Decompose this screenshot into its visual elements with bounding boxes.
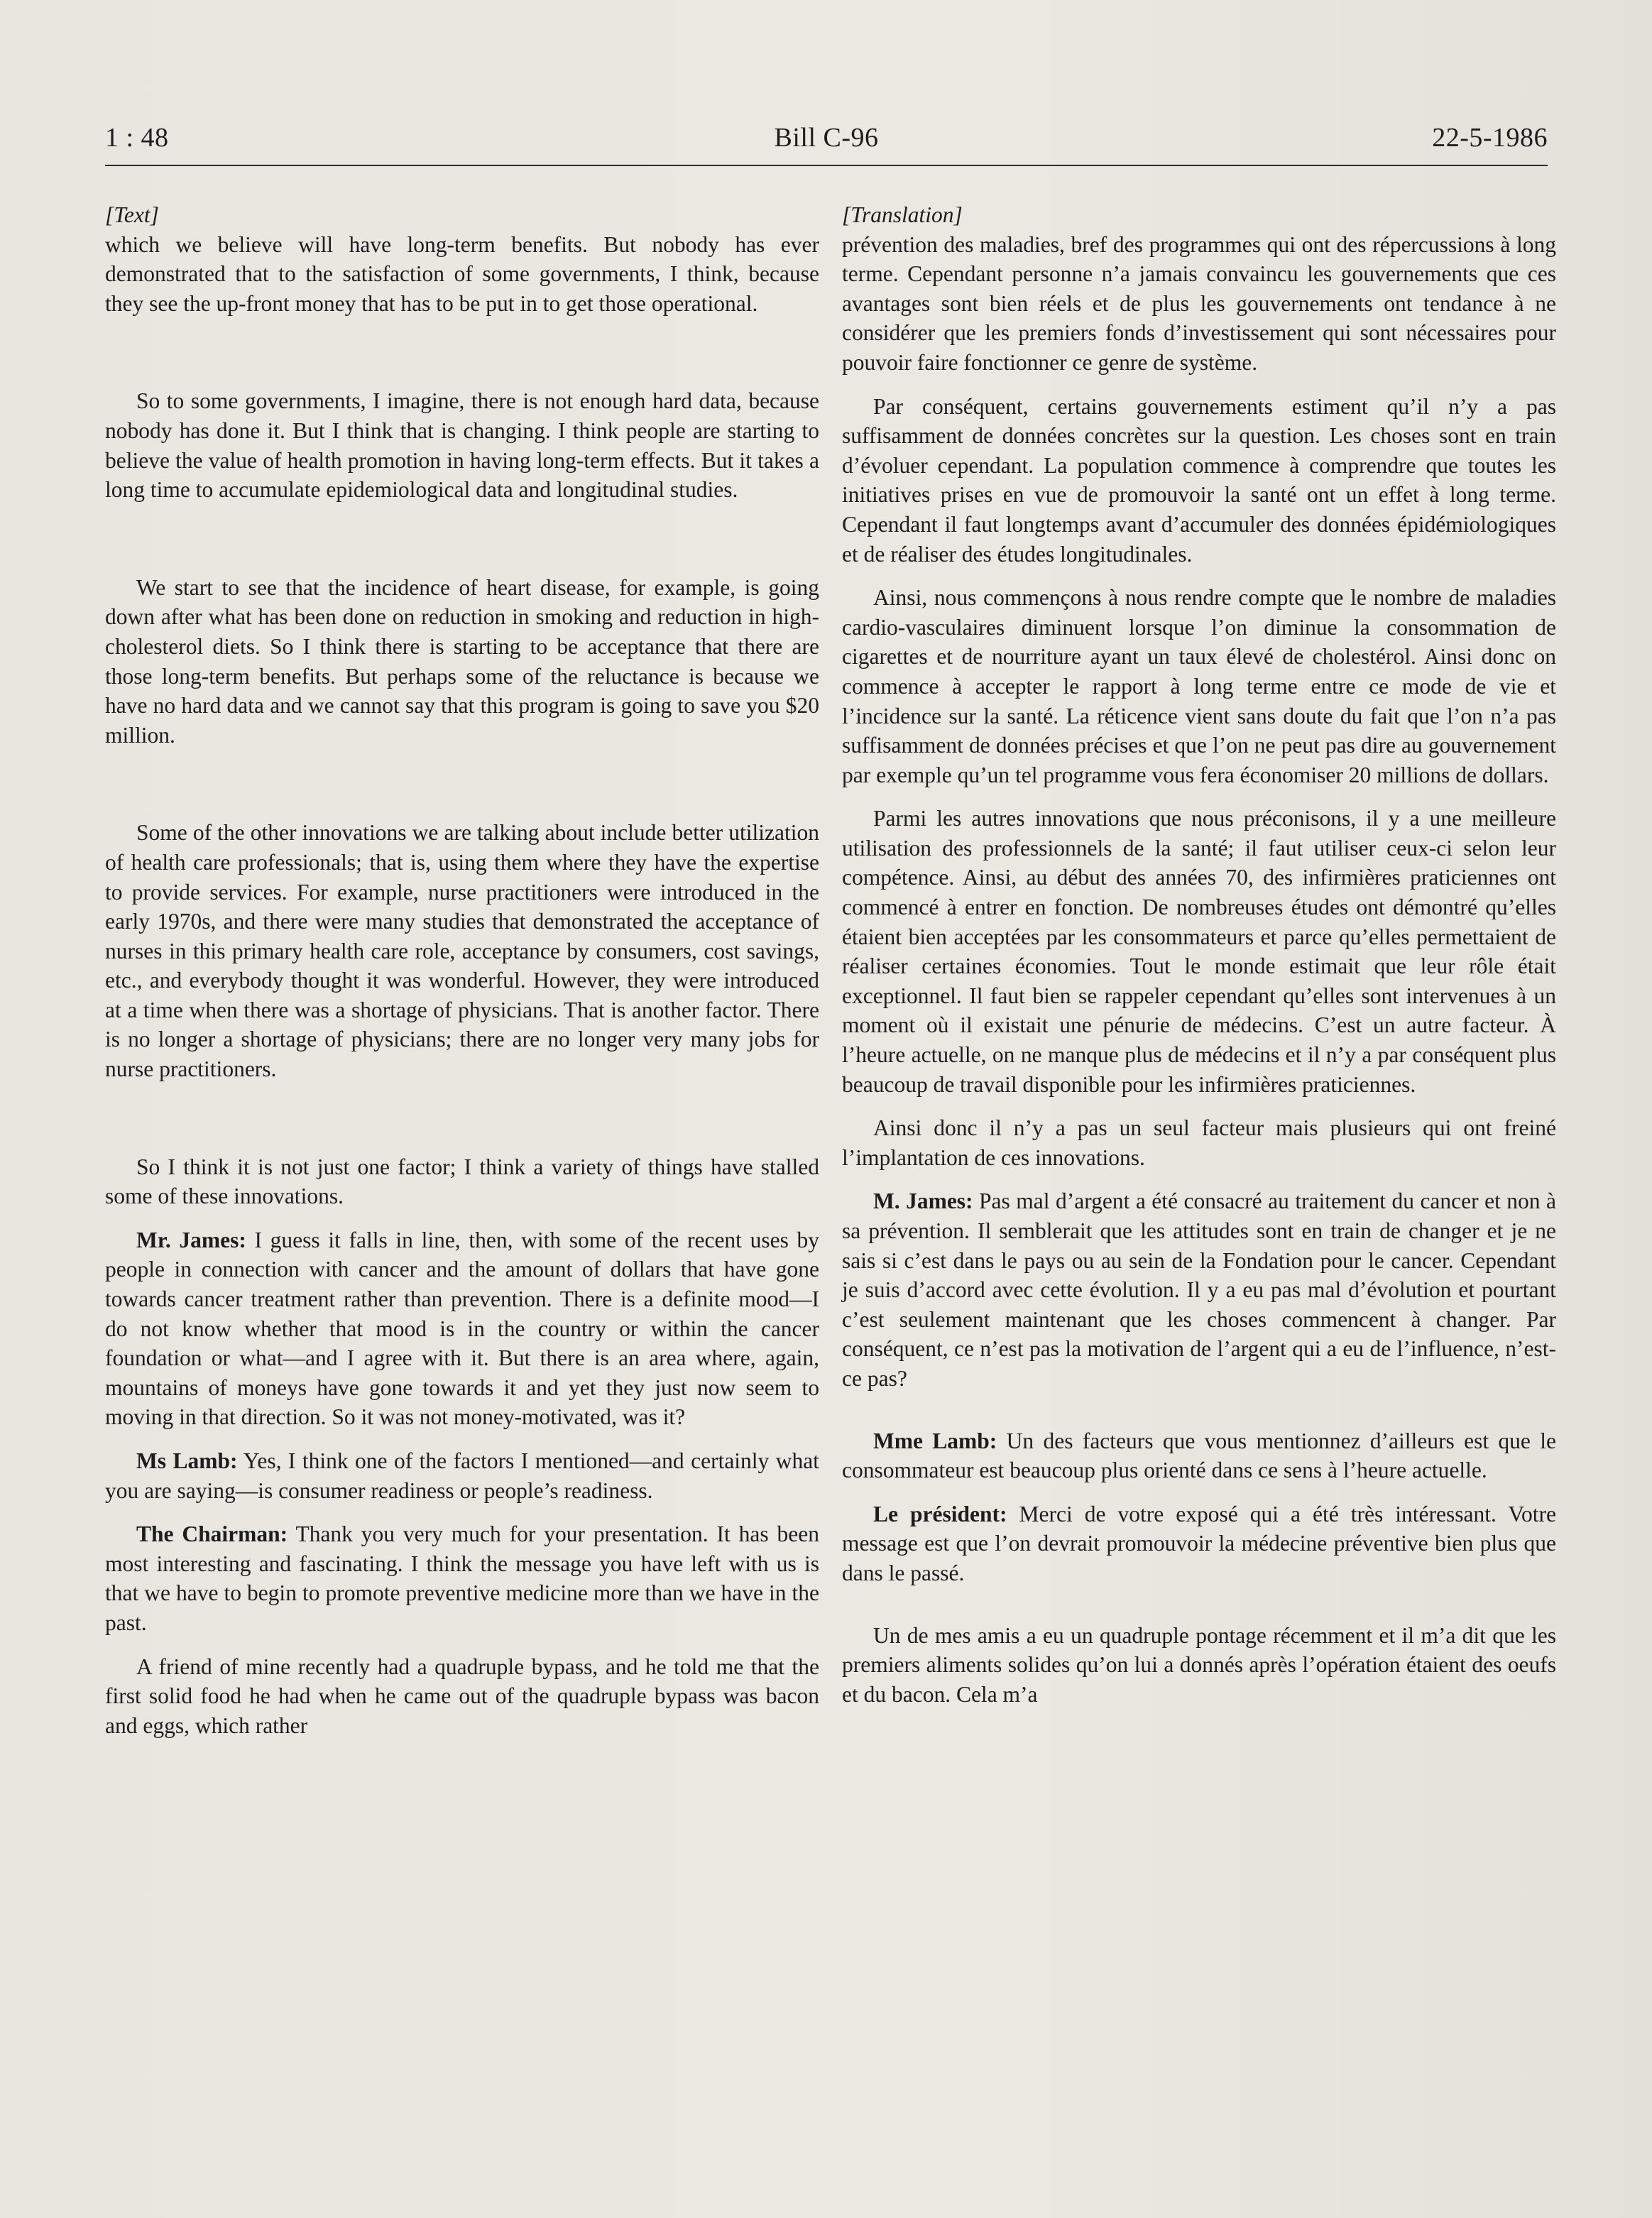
paragraph: We start to see that the incidence of heart disease, for example, is going down after what has been done on reduction in smoking and reduction in high-cholesterol diets. So I think there is starting to be acceptance that there are those long-term benefits. But perhaps some of the reluctance is because we have no hard data and we cannot say that this program is going to save you $20 million.	[105, 574, 819, 748]
paragraph: Parmi les autres innovations que nous préconisons, il y a une meilleure utilisation des professionnels de la santé; il faut utiliser ceux-ci selon leur compétence. Ainsi, au début des années 70, des infirmières praticiennes ont commencé à entrer en fonction. De nombreuses études ont démontré qu’elles étaient bien acceptées par les consommateurs et parce qu’elles permettaient de réaliser certaines économies. Tout le monde estimait que leur rôle était exceptionnel. Il faut bien se rappeler cependant qu’elles sont intervenues à un moment où il existait une pénurie de médecins. C’est un autre facteur. À l’heure actuelle, on ne manque plus de médecins et il n’y a par conséquent plus beaucoup de travail disponible pour les infirmières praticiennes.	[842, 806, 1556, 1097]
speaker-paragraph	[842, 1186, 1556, 1393]
page-reference: 1 : 48	[105, 123, 169, 153]
header-rule	[105, 165, 1548, 166]
page-header	[105, 122, 1548, 165]
speaker-name: The Chairman:	[136, 1522, 288, 1547]
speaker-paragraph	[105, 1519, 819, 1637]
speech-text: Pas mal d’argent a été consacré au traitement du cancer et non à sa prévention. Il semblerait que les attitudes sont en train de changer et je ne sais si c’est dans le pays ou au sein de la Fondation pour le cancer. Cependant je suis d’accord avec cette évolution. Il y a eu pas mal d’évolution et pourtant c’est seulement maintenant que les choses commencent à changer. Par conséquent, ce n’est pas la motivation de l’argent qui a eu de l’influence, n’est-ce pas?	[842, 1189, 1557, 1391]
paragraph: Ainsi donc il n’y a pas un seul facteur mais plusieurs qui ont freiné l’implantation de ces innovations.	[842, 1115, 1556, 1170]
speaker-name: Mr. James:	[136, 1227, 246, 1252]
speaker-name: Le président:	[873, 1501, 1007, 1526]
speaker-name: Mme Lamb:	[873, 1428, 997, 1453]
text-tag: [Text]	[105, 202, 159, 227]
speaker-paragraph	[842, 1499, 1556, 1588]
translation-tag: [Translation]	[842, 202, 963, 227]
header-date: 22-5-1986	[1432, 123, 1548, 153]
paragraph: Some of the other innovations we are talking about include better utilization of health care professionals; that is, using them where they have the expertise to provide services. For example, nurse practitioners were introduced in the early 1970s, and there were many studies that demonstrated the acceptance of nurses in this primary health care role, acceptance by consumers, cost savings, etc., and everybody thought it was wonderful. However, they were introduced at a time when there was a shortage of physicians. That is another factor. There is no longer a shortage of physicians; there are no longer very many jobs for nurse practitioners.	[105, 820, 819, 1082]
paragraph: So to some governments, I imagine, there is not enough hard data, because nobody has done it. But I think that is changing. I think people are starting to believe the value of health promotion in having long-term effects. But it takes a long time to accumulate epidemiological data and longitudinal studies.	[105, 388, 819, 503]
speech-text: Merci de votre exposé qui a été très intéressant. Votre message est que l’on devrait promouvoir la médecine préventive bien plus que dans le passé.	[842, 1501, 1556, 1585]
speech-text: Thank you very much for your presentation. It has been most interesting and fascinating. I think the message you have left with us is that we have to begin to promote preventive medicine more than we have in the past.	[105, 1522, 819, 1635]
speech-text: I guess it falls in line, then, with some of the recent uses by people in connection with cancer and the amount of dollars that have gone towards cancer treatment rather than prevention. There is a definite mood—I do not know whether that mood is in the country or within the cancer foundation or what—and I agree with it. But there is an area where, again, mountains of moneys have gone towards it and yet they just now seem to moving in that direction. So it was not money-motivated, was it?	[105, 1227, 820, 1430]
speaker-paragraph	[105, 1225, 819, 1432]
speech-text: Un des facteurs que vous mentionnez d’ailleurs est que le consommateur est beaucoup plus orienté dans ce sens à l’heure actuelle.	[842, 1428, 1556, 1483]
paragraph: which we believe will have long-term benefits. But nobody has ever demonstrated that to the satisfaction of some governments, I think, because they see the up-front money that has to be put in to get those operational.	[105, 231, 819, 316]
speech-text: Yes, I think one of the factors I mentioned—and certainly what you are saying—is consumer readiness or people’s readiness.	[105, 1448, 819, 1503]
paragraph: Ainsi, nous commençons à nous rendre compte que le nombre de maladies cardio-vasculaires diminuent lorsque l’on diminue la consommation de cigarettes et de nourriture ayant un taux élevé de cholestérol. Ainsi donc on commence à accepter le rapport à long terme entre ce mode de vie et l’incidence sur la santé. La réticence vient sans doute du fait que l’on n’a pas suffisamment de données précises et que l’on ne peut pas dire au gouvernement par exemple qu’un tel programme vous fera économiser 20 millions de dollars.	[842, 585, 1556, 787]
paragraph: A friend of mine recently had a quadruple bypass, and he told me that the first solid food he had when he came out of the quadruple bypass was bacon and eggs, which rather	[105, 1654, 819, 1738]
paragraph: Un de mes amis a eu un quadruple pontage récemment et il m’a dit que les premiers aliments solides qu’on lui a donnés après l’opération étaient des oeufs et du bacon. Cela m’a	[842, 1622, 1556, 1707]
speaker-paragraph	[842, 1426, 1556, 1485]
bill-title: Bill C-96	[774, 123, 879, 153]
paragraph: prévention des maladies, bref des programmes qui ont des répercussions à long terme. Cependant personne n’a jamais convaincu les gouvernements que ces avantages sont bien réels et de plus les gouvernements ont tendance à ne considérer que les premiers fonds d’investissement qui sont nécessaires pour pouvoir faire fonctionner ce genre de système.	[842, 231, 1556, 375]
english-column	[105, 200, 819, 1740]
paragraph: So I think it is not just one factor; I think a variety of things have stalled some of these innovations.	[105, 1154, 819, 1209]
speaker-paragraph	[105, 1446, 819, 1505]
speaker-name: Ms Lamb:	[136, 1448, 238, 1473]
speaker-name: M. James:	[873, 1189, 973, 1214]
french-column	[842, 200, 1556, 1709]
paragraph: Par conséquent, certains gouvernements estiment qu’il n’y a pas suffisamment de données concrètes sur la question. Les choses sont en train d’évoluer cependant. La population commence à comprendre que toutes les initiatives prises en vue de promouvoir la santé ont un effet à long terme. Cependant il faut longtemps avant d’accumuler des données épidémiologiques et de réaliser des études longitudinales.	[842, 393, 1556, 567]
